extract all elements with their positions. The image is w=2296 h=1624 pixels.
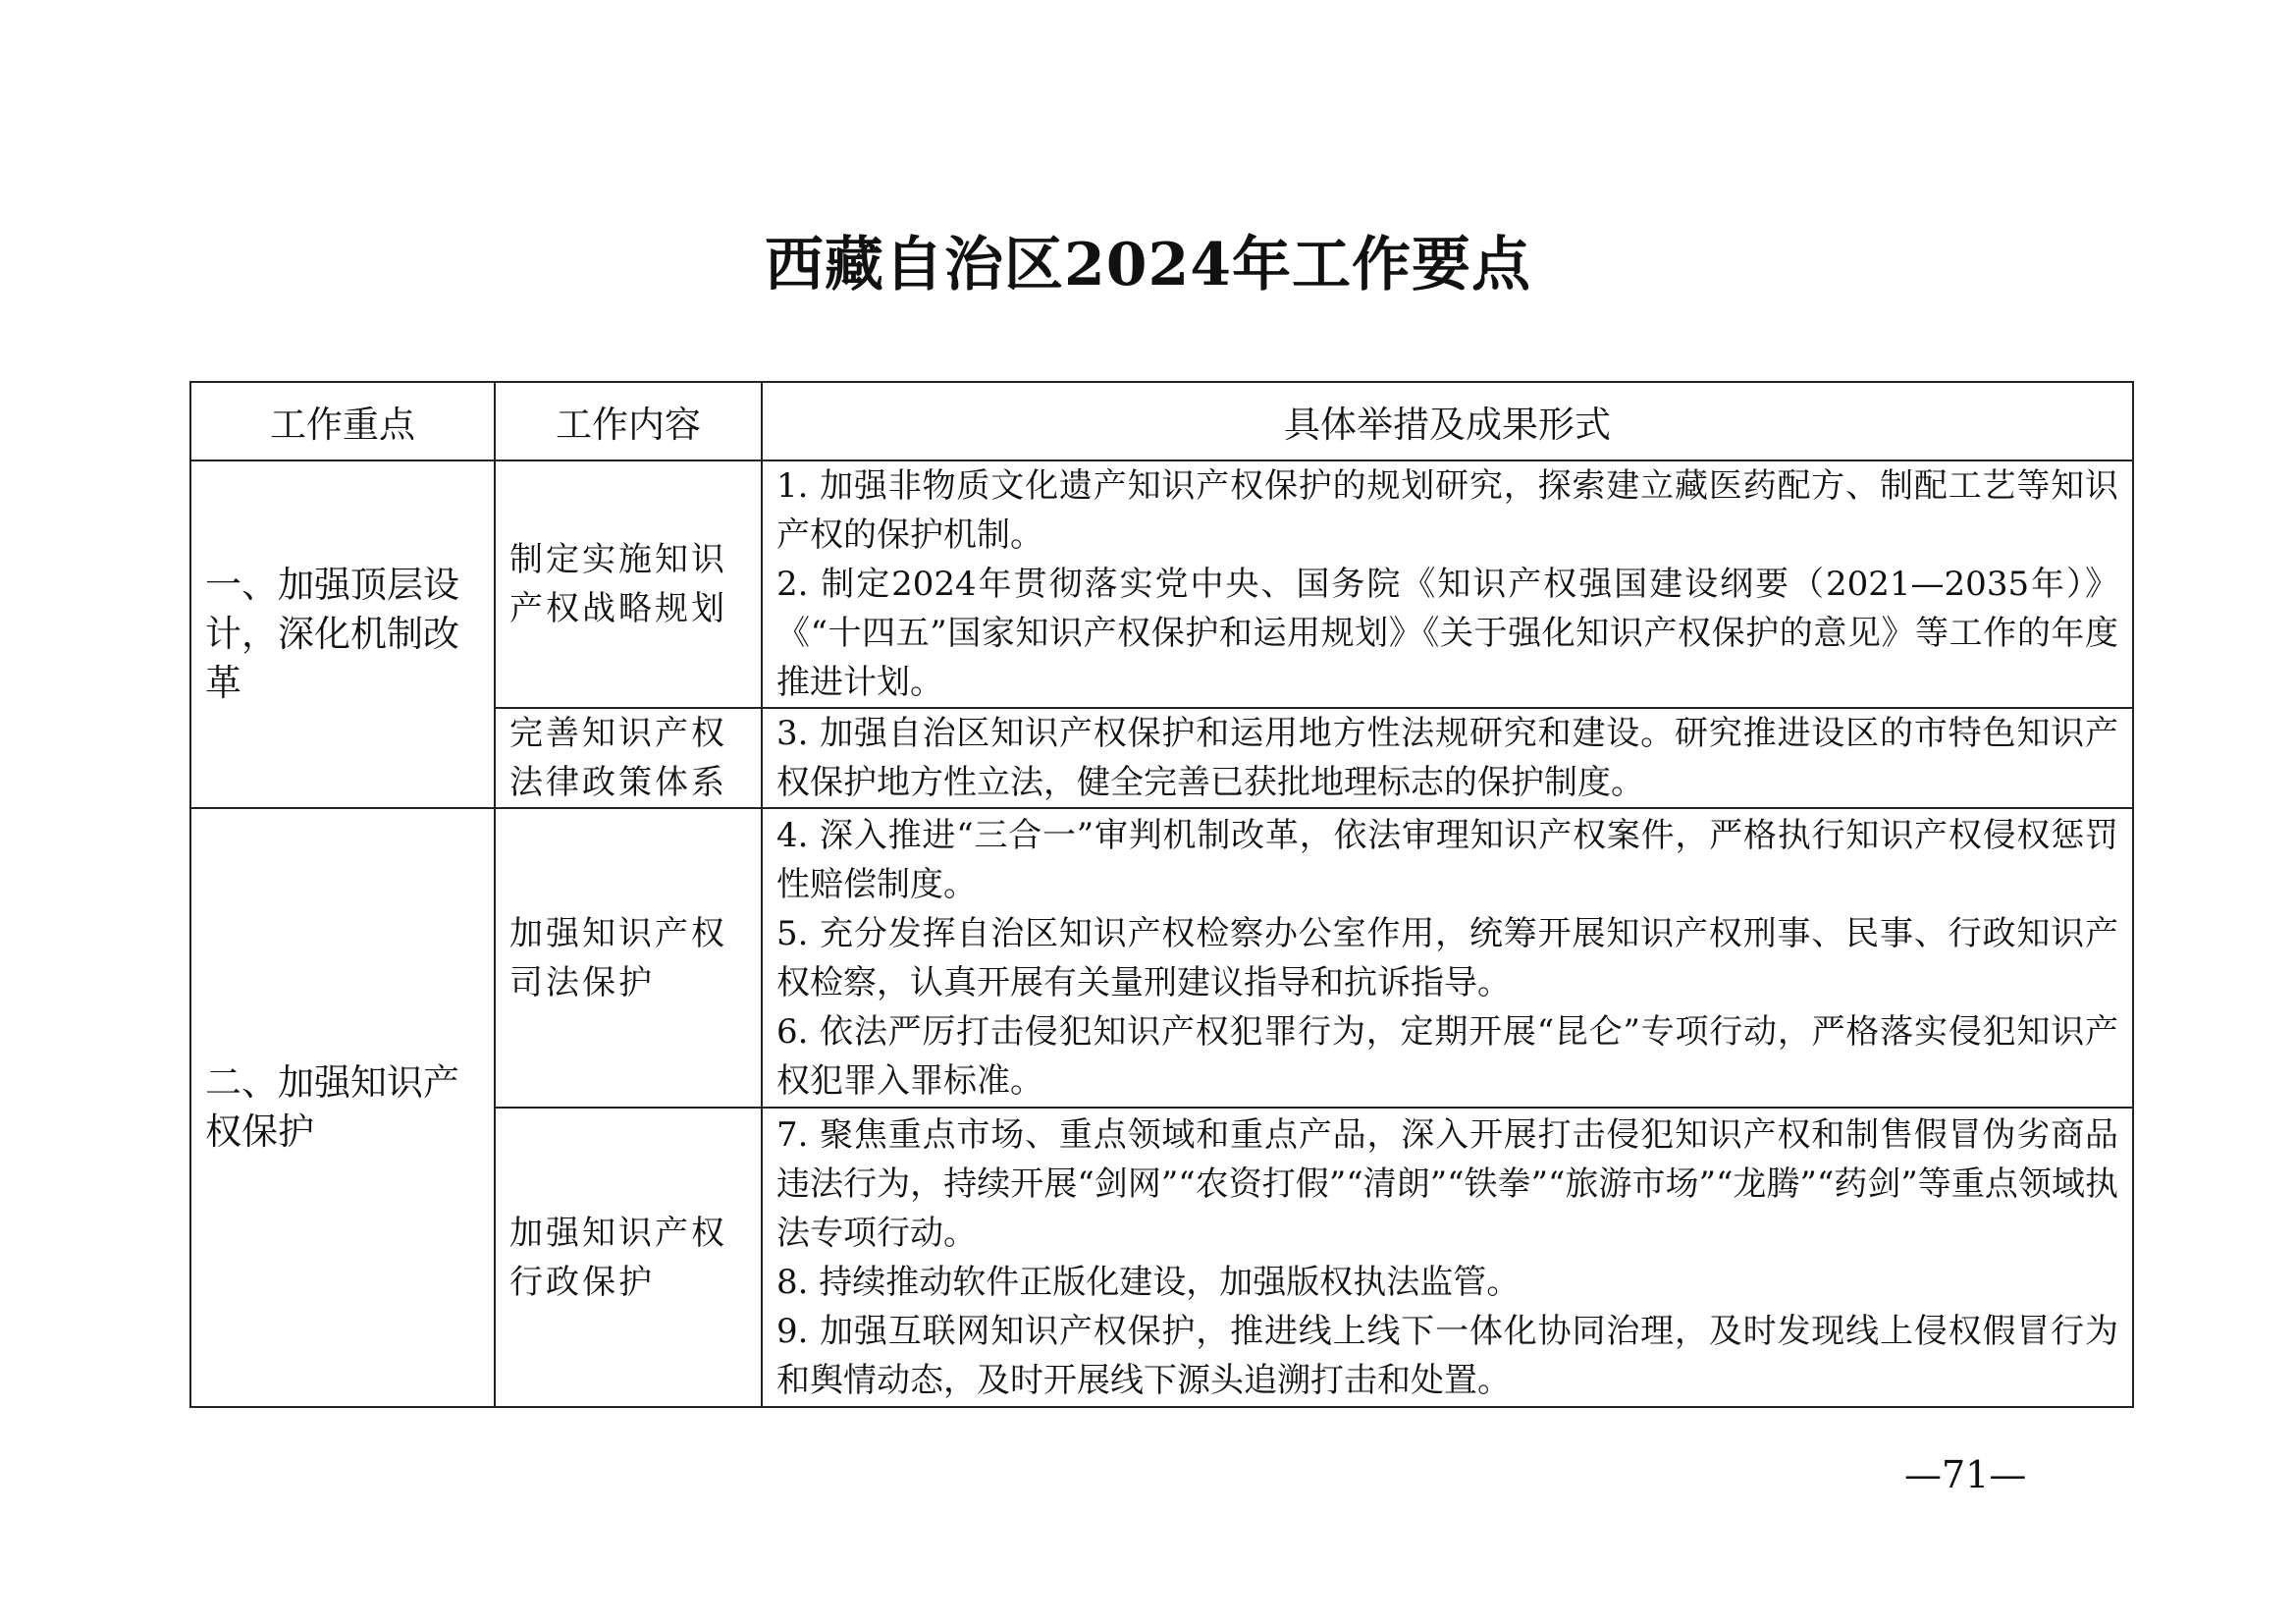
work-content-cell: 完善知识产权法律政策体系 — [495, 708, 762, 808]
measure-item: 4. 深入推进“三合一”审判机制改革，依法审理知识产权案件，严格执行知识产权侵权惩罚性赔偿制度。 — [776, 815, 2118, 904]
work-content-cell: 加强知识产权行政保护 — [495, 1108, 762, 1407]
header-work-content: 工作内容 — [495, 382, 762, 460]
work-content-cell: 制定实施知识产权战略规划 — [495, 460, 762, 708]
table-row — [190, 460, 2133, 708]
measures-cell — [762, 1108, 2133, 1407]
measure-item: 9. 加强互联网知识产权保护，推进线上线下一体化协同治理，及时发现线上侵权假冒行为和舆情动态，及时开展线下源头追溯打击和处置。 — [776, 1311, 2118, 1400]
measures-cell — [762, 808, 2133, 1108]
header-measures: 具体举措及成果形式 — [762, 382, 2133, 460]
measure-item: 7. 聚焦重点市场、重点领域和重点产品，深入开展打击侵犯知识产权和制售假冒伪劣商品违法行为，持续开展“剑网”“农资打假”“清朗”“铁拳”“旅游市场”“龙腾”“药剑”等重点领域执法专项行动。 — [776, 1114, 2118, 1253]
work-content-cell: 加强知识产权司法保护 — [495, 808, 762, 1108]
table-row — [190, 808, 2133, 1108]
page-number: —71— — [1904, 1453, 2027, 1496]
measure-item: 2. 制定2024年贯彻落实党中央、国务院《知识产权强国建设纲要（2021—2035年）》《“十四五”国家知识产权保护和运用规划》《关于强化知识产权保护的意见》等工作的年度推进计划。 — [776, 565, 2118, 702]
measure-item: 3. 加强自治区知识产权保护和运用地方性法规研究和建设。研究推进设区的市特色知识产权保护地方性立法，健全完善已获批地理标志的保护制度。 — [776, 714, 2118, 802]
work-plan-table — [189, 381, 2134, 1408]
header-work-focus: 工作重点 — [190, 382, 495, 460]
document-title: 西藏自治区2024年工作要点 — [765, 231, 1531, 299]
work-focus-cell: 二、加强知识产权保护 — [190, 808, 495, 1407]
measures-cell — [762, 708, 2133, 808]
measure-item: 1. 加强非物质文化遗产知识产权保护的规划研究，探索建立藏医药配方、制配工艺等知识产权的保护机制。 — [776, 466, 2118, 555]
table-header-row — [190, 382, 2133, 460]
measure-item: 6. 依法严厉打击侵犯知识产权犯罪行为，定期开展“昆仑”专项行动，严格落实侵犯知识产权犯罪入罪标准。 — [776, 1011, 2118, 1101]
measure-item: 5. 充分发挥自治区知识产权检察办公室作用，统筹开展知识产权刑事、民事、行政知识产权检察，认真开展有关量刑建议指导和抗诉指导。 — [776, 913, 2118, 1002]
work-focus-cell: 一、加强顶层设计，深化机制改革 — [190, 460, 495, 808]
measures-cell — [762, 460, 2133, 708]
measure-item: 8. 持续推动软件正版化建设，加强版权执法监管。 — [776, 1262, 1521, 1302]
